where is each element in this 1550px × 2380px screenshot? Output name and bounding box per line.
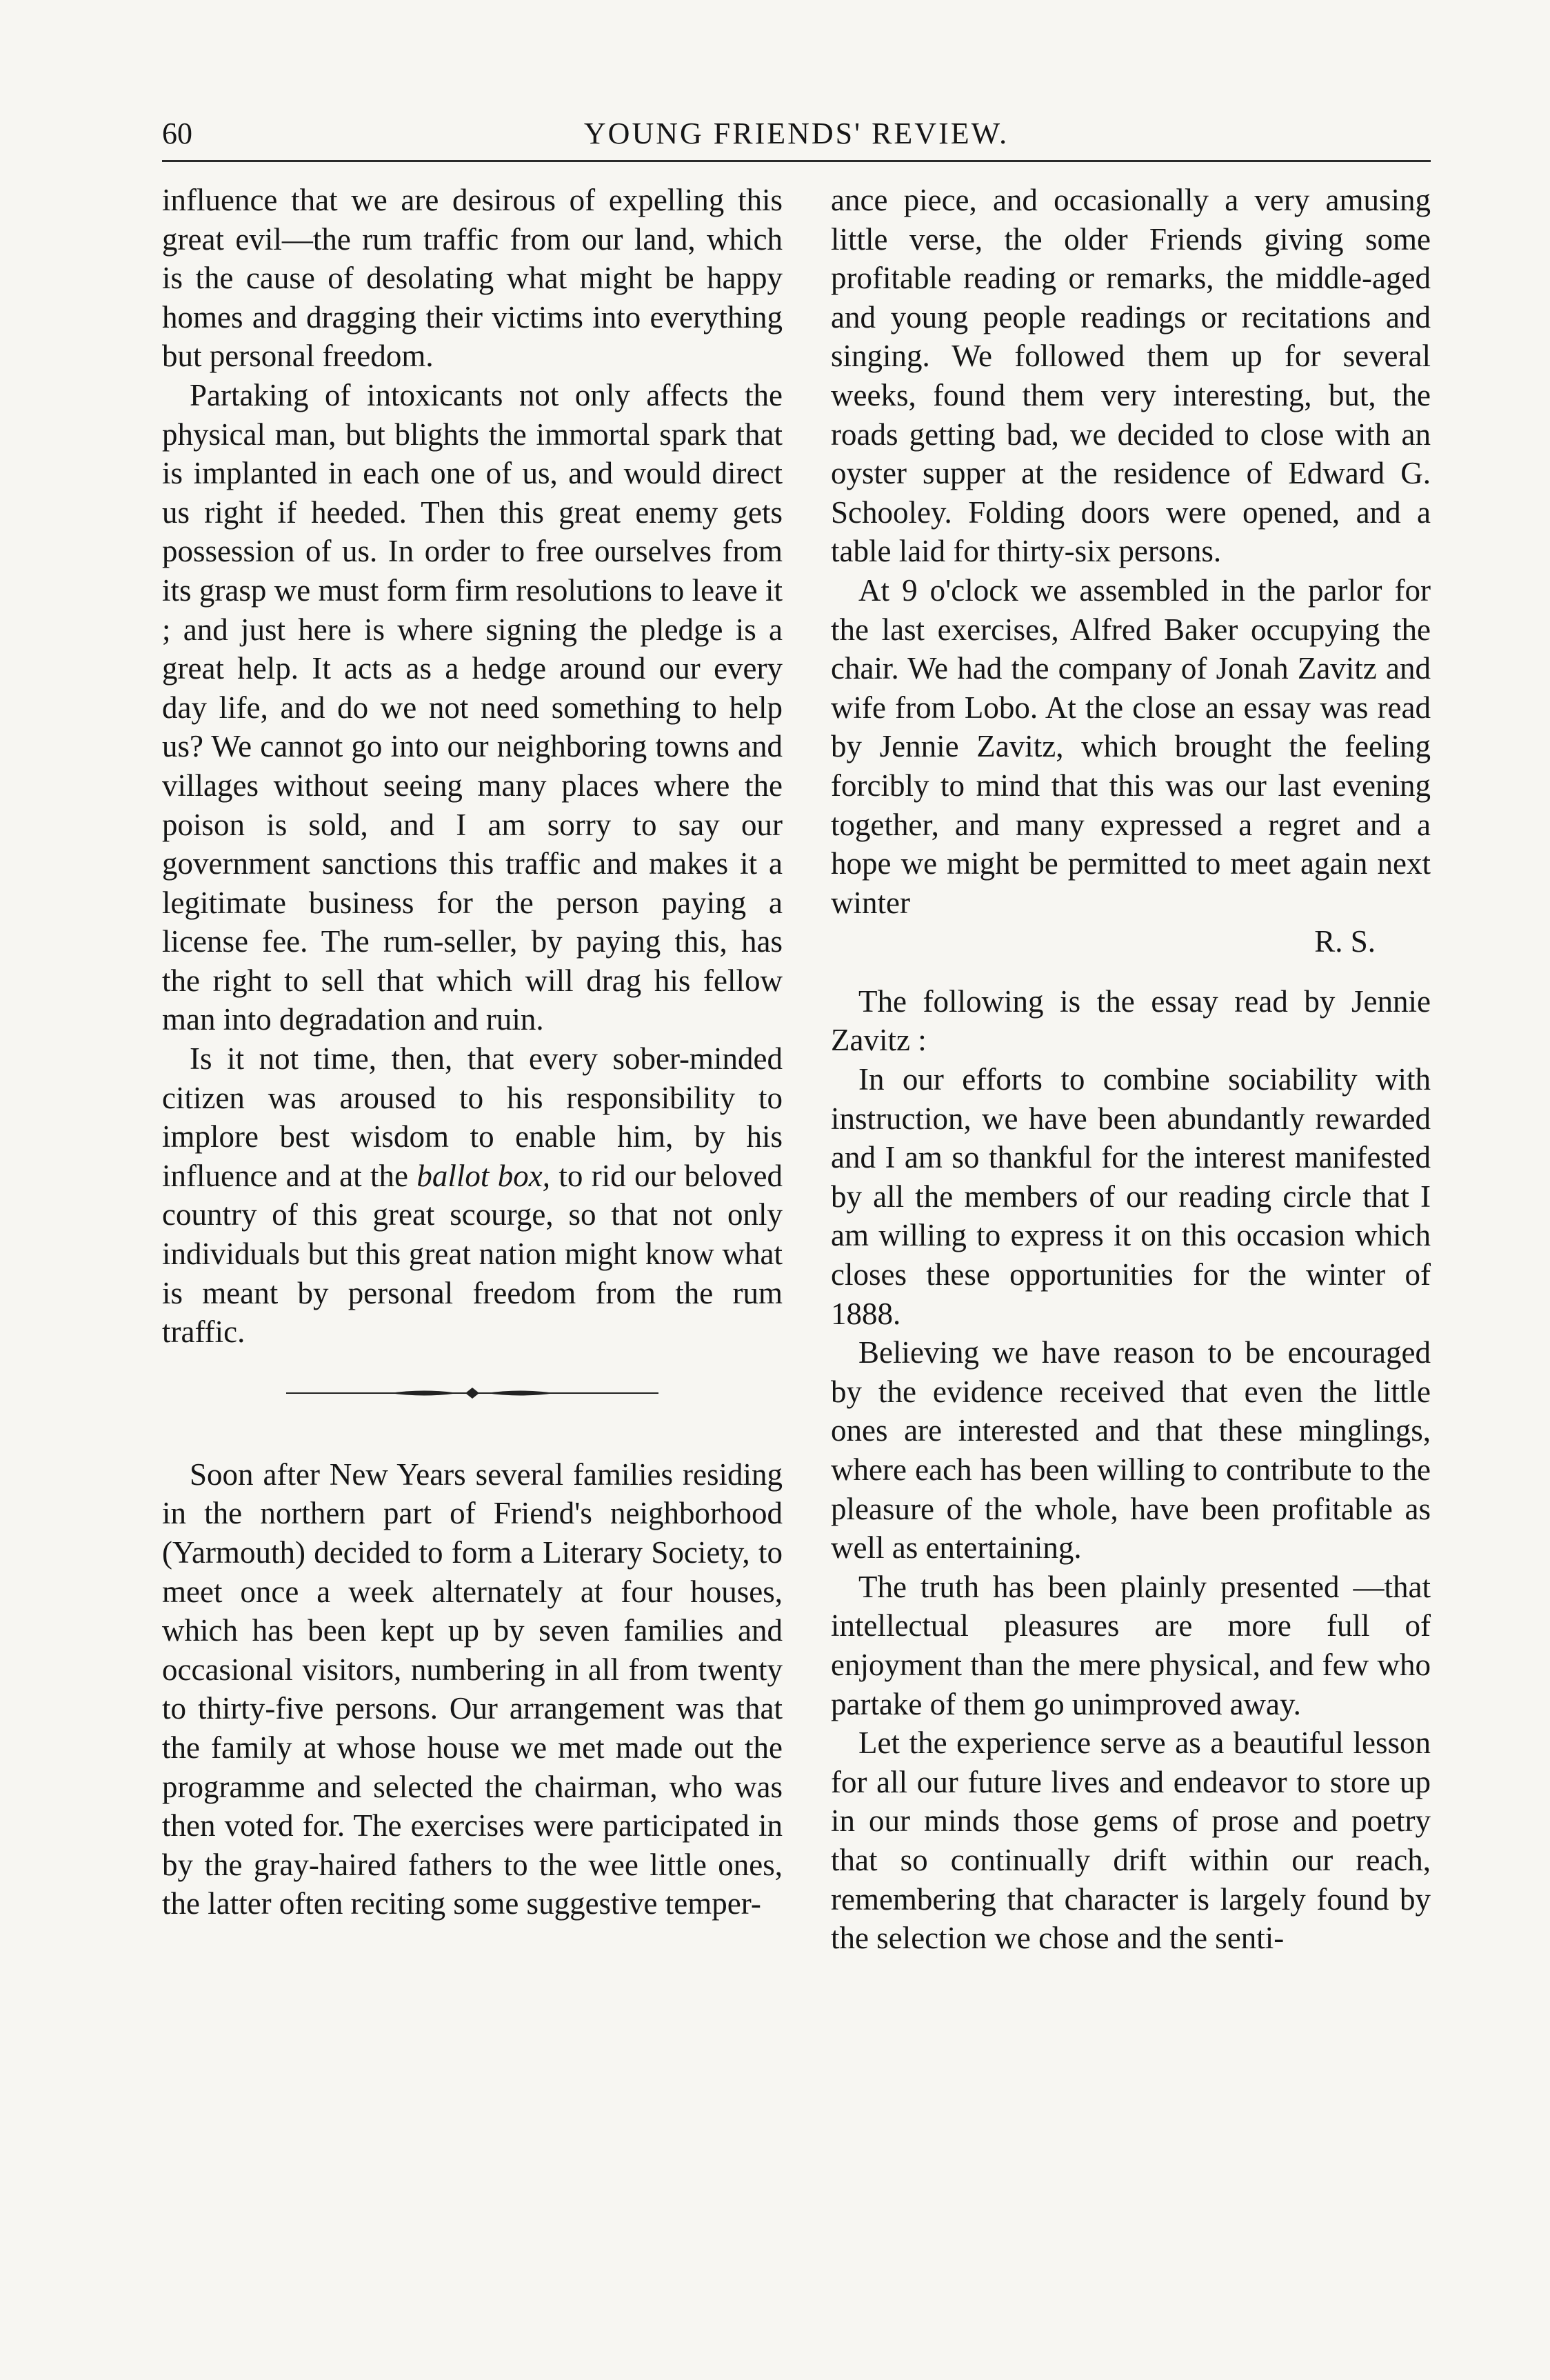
left-paragraph-3: [162, 1039, 783, 1352]
page-header: [162, 116, 1431, 164]
spacer: [162, 1434, 783, 1455]
right-column: [831, 181, 1431, 1958]
ornament-icon: [286, 1386, 658, 1400]
section-divider-ornament: [162, 1352, 783, 1434]
ballot-box-italic: ballot box,: [416, 1158, 551, 1193]
right-paragraph-5: Believing we have reason to be encouraged by the evidence received that even the little ones are interested and that these minglings, where each has been willing to contribute to the pleasure of the whole, have been profitable as well as entertaining.: [831, 1335, 1431, 1566]
left-column: [162, 181, 783, 1923]
left-paragraph-2: Partaking of intoxicants not only affects the physical man, but blights the immortal spark that is implanted in each one of us, and would direct us right if heeded. Then this great enemy gets possession of us. In order to free ourselves from its grasp we must form firm resolutions to leave it ; and just here is where signing the pledge is a great help. It acts as a hedge around our every day life, and do we not need something to help us? We cannot go into our neighboring towns and villages without seeing many places where the poison is sold, and I am sorry to say our government sanctions this traffic and makes it a legitimate business for the person paying a license fee. The rum-seller, by paying this, has the right to sell that which will drag his fellow man into degradation and ruin.: [162, 377, 783, 1037]
journal-title: YOUNG FRIENDS' REVIEW.: [583, 117, 1009, 150]
right-paragraph-6: The truth has been plainly presented —that intellectual pleasures are more full of enjoyment than the mere physical, and few who partake of them go unimproved away.: [831, 1569, 1431, 1721]
right-paragraph-2: At 9 o'clock we assembled in the parlor for the last exercises, Alfred Baker occupying the chair. We had the company of Jonah Zavitz and wife from Lobo. At the close an essay was read by Jennie Zavitz, which brought the feeling forcibly to mind that this was our last evening together, and many expressed a regret and a hope we might be permitted to meet again next winter: [831, 572, 1431, 920]
right-paragraph-1: ance piece, and occasionally a very amusing little verse, the older Friends giving some profitable reading or remarks, the middle-aged and young people readings or recitations and singing. We followed them up for several weeks, found them very interesting, but, the roads getting bad, we decided to close with an oyster supper at the residence of Edward G. Schooley. Folding doors were opened, and a table laid for thirty-six persons.: [831, 183, 1431, 569]
left-paragraph-4: Soon after New Years several families residing in the northern part of Friend's neighborhood (Yarmouth) decided to form a Literary Society, to meet once a week alternately at four houses, which has been kept up by seven families and occasional visitors, numbering in all from twenty to thirty-five persons. Our arrangement was that the family at whose house we met made out the programme and selected the chairman, who was then voted for. The exercises were participated in by the gray-haired fathers to the wee little ones, the latter often reciting some suggestive temper-: [162, 1457, 783, 1921]
right-paragraph-3: The following is the essay read by Jennie Zavitz :: [831, 983, 1431, 1058]
right-paragraph-7: Let the experience serve as a beautiful lesson for all our future lives and endeavor to store up in our minds those gems of prose and poetry that so continually drift within our reach, remembering that character is largely found by the selection we chose and the senti-: [831, 1726, 1431, 1956]
left-paragraph-3-end: to rid our beloved country of this great scourge, so that not only individuals but this great nation might know what is meant by personal freedom from the rum traffic.: [162, 1158, 783, 1350]
left-paragraph-3-start: Is it not time, then, that every sober-minded citizen was aroused to his responsibility to implore best wisdom to enable him, by his influence and at the: [162, 1041, 783, 1193]
header-rule: [162, 160, 1431, 162]
right-paragraph-4: In our efforts to combine sociability with instruction, we have been abundantly rewarded and I am so thankful for the interest manifested by all the members of our reading circle that I am willing to express it on this occasion which closes these opportunities for the winter of 1888.: [831, 1062, 1431, 1331]
page-number: 60: [162, 117, 192, 150]
left-paragraph-1: influence that we are desirous of expelling this great evil—the rum traffic from our land, which is the cause of desolating what might be happy homes and dragging their victims into everything but personal freedom.: [162, 183, 783, 374]
signature: R. S.: [1314, 924, 1376, 959]
spacer: [831, 961, 1431, 982]
